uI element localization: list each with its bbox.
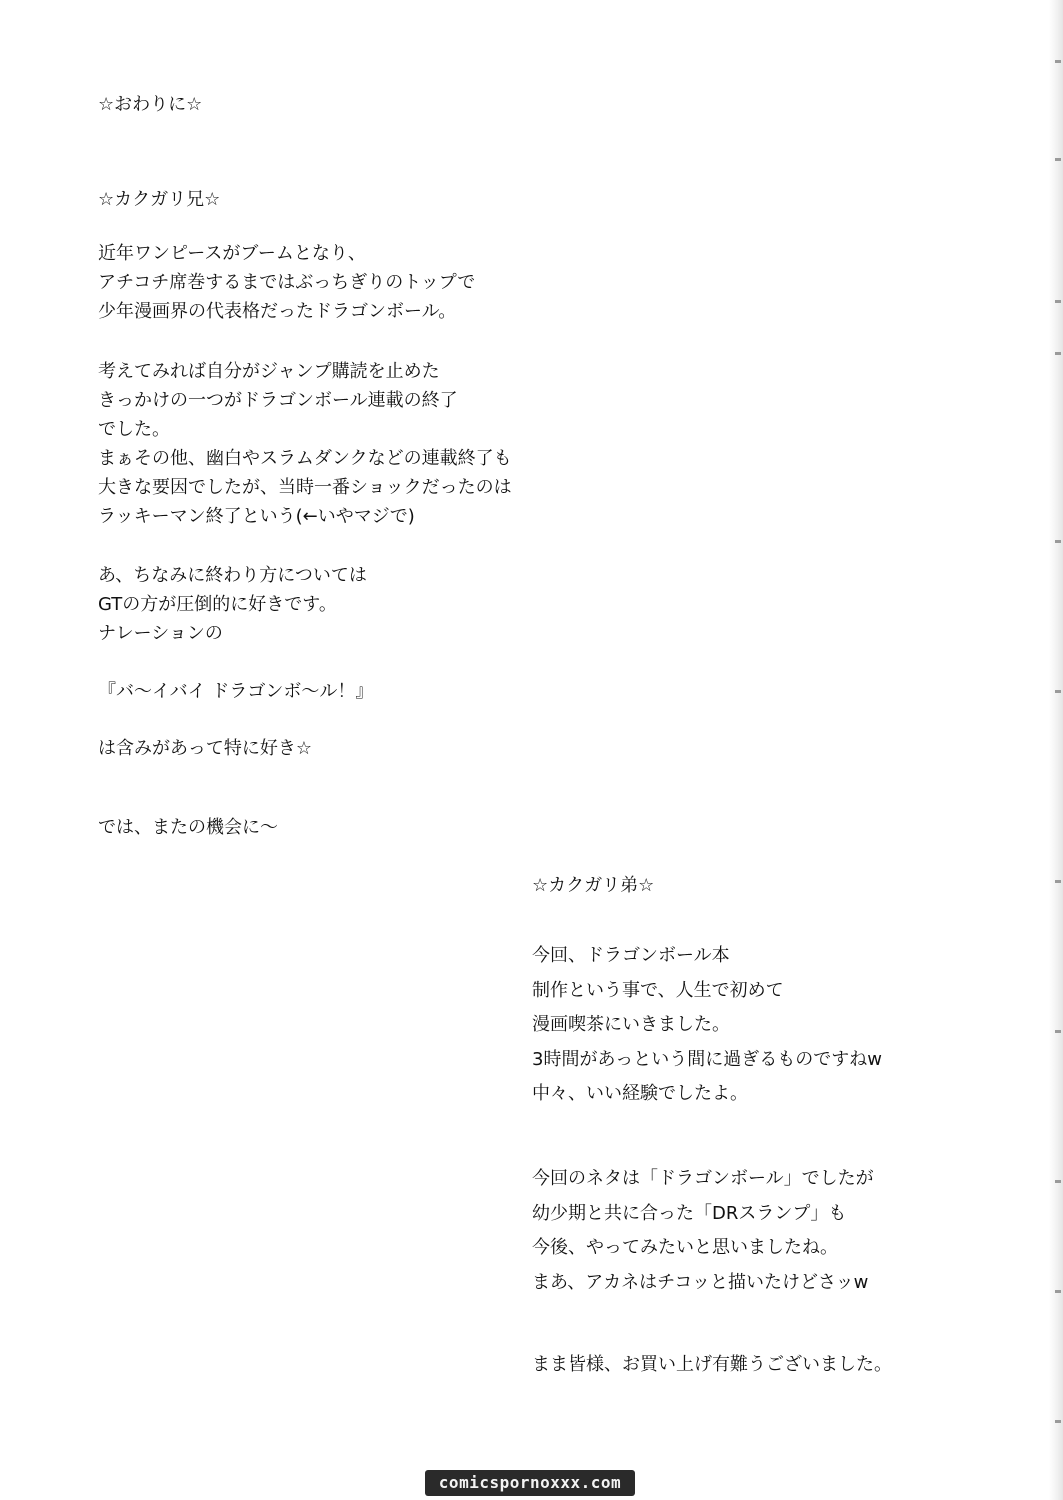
text-line: 制作という事で、人生で初めて bbox=[532, 979, 784, 1001]
text-line: 近年ワンピースがブームとなり、 bbox=[98, 243, 366, 264]
text-line: きっかけの一つがドラゴンボール連載の終了 bbox=[98, 390, 458, 411]
text-line: は含みがあって特に好き☆ bbox=[98, 738, 312, 759]
text-line: まぁその他、幽白やスラムダンクなどの連載終了も bbox=[98, 448, 512, 469]
edge-mark bbox=[1055, 880, 1061, 883]
edge-mark bbox=[1055, 540, 1061, 543]
left-section-heading: ☆カクガリ兄☆ bbox=[98, 189, 221, 210]
edge-mark bbox=[1055, 1420, 1061, 1423]
text-line: アチコチ席巻するまではぶっちぎりのトップで bbox=[98, 272, 476, 293]
right-paragraph-1 bbox=[532, 941, 882, 1114]
edge-mark bbox=[1055, 300, 1061, 303]
edge-mark bbox=[1055, 690, 1061, 693]
text-line: 今回のネタは「ドラゴンボール」でしたが bbox=[532, 1168, 874, 1189]
watermark-banner: comicspornoxxx.com bbox=[425, 1470, 635, 1496]
left-paragraph-4 bbox=[98, 677, 373, 706]
left-paragraph-2 bbox=[98, 357, 512, 531]
text-line: でした。 bbox=[98, 419, 170, 440]
text-line: 今回、ドラゴンボール本 bbox=[532, 945, 730, 966]
text-line: 3時間があっという間に過ぎるものですねw bbox=[532, 1048, 882, 1070]
edge-mark bbox=[1055, 60, 1061, 63]
text-line: 大きな要因でしたが、当時一番ショックだったのは bbox=[98, 477, 512, 498]
text-line: 今後、やってみたいと思いましたね。 bbox=[532, 1237, 838, 1258]
text-line: では、またの機会に～ bbox=[98, 817, 278, 838]
edge-mark bbox=[1055, 1180, 1061, 1183]
page-edge bbox=[1049, 0, 1063, 1500]
text-line: まあ、アカネはチコッと描いたけどさッw bbox=[532, 1271, 869, 1293]
text-line: ラッキーマン終了という(←いやマジで) bbox=[98, 506, 415, 527]
quote-line: 『バ～イバイ ドラゴンボ～ル！』 bbox=[98, 681, 374, 702]
edge-mark bbox=[1055, 1030, 1061, 1033]
left-paragraph-3 bbox=[98, 561, 367, 648]
edge-mark bbox=[1055, 352, 1061, 355]
text-line: 中々、いい経験でしたよ。 bbox=[532, 1083, 748, 1104]
left-paragraph-1 bbox=[98, 239, 475, 326]
text-line: あ、ちなみに終わり方については bbox=[98, 565, 367, 586]
edge-mark bbox=[1055, 158, 1061, 161]
right-paragraph-2 bbox=[532, 1164, 874, 1302]
text-line: まま皆様、お買い上げ有難うございました。 bbox=[532, 1354, 892, 1375]
text-line: 幼少期と共に合った「DRスランプ」も bbox=[532, 1202, 847, 1224]
edge-mark bbox=[1055, 1290, 1061, 1293]
text-line: 考えてみれば自分がジャンプ購読を止めた bbox=[98, 361, 440, 382]
text-line: 漫画喫茶にいきました。 bbox=[532, 1014, 730, 1035]
right-paragraph-3 bbox=[532, 1350, 892, 1385]
left-paragraph-5 bbox=[98, 734, 312, 763]
text-line: GTの方が圧倒的に好きです。 bbox=[98, 594, 337, 615]
right-section-heading: ☆カクガリ弟☆ bbox=[532, 875, 655, 896]
text-line: ナレーションの bbox=[98, 623, 223, 644]
text-line: 少年漫画界の代表格だったドラゴンボール。 bbox=[98, 301, 457, 322]
left-paragraph-6 bbox=[98, 813, 278, 842]
page-title: ☆おわりに☆ bbox=[98, 94, 203, 115]
